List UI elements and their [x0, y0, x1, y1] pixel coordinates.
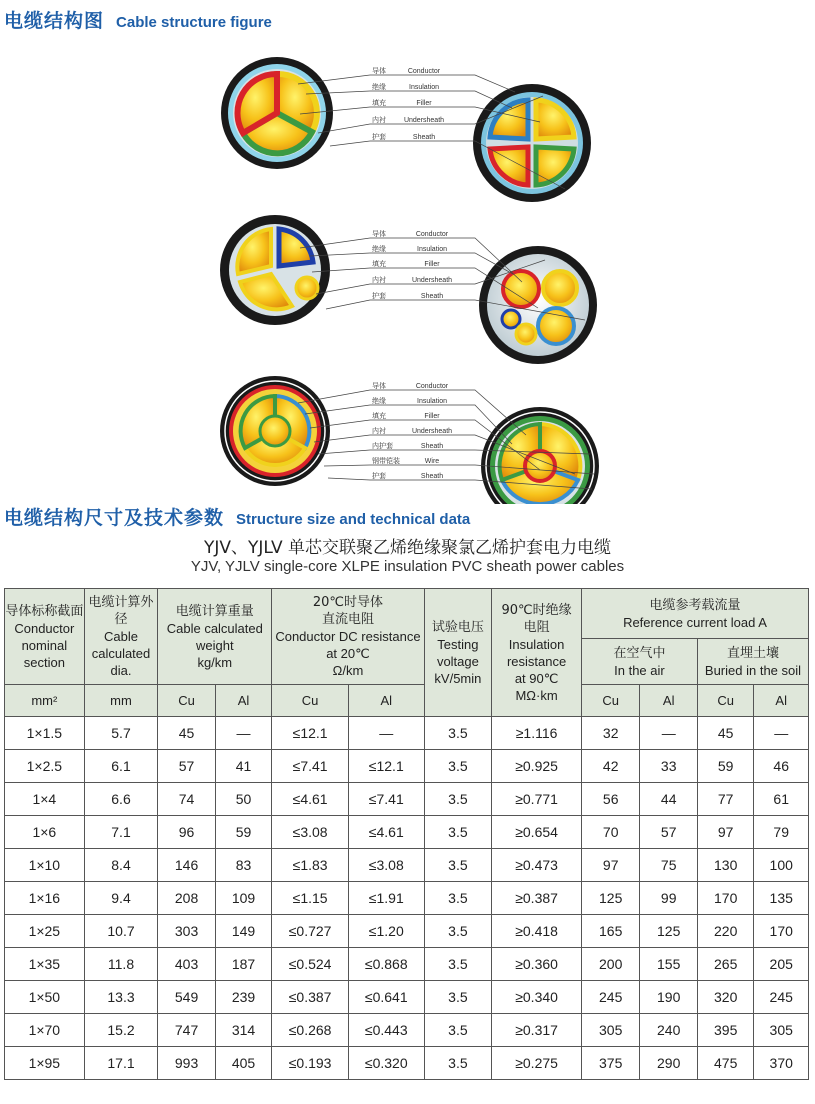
- table-cell: ≤7.41: [348, 783, 424, 816]
- f3-label-en: Wire: [424, 458, 440, 465]
- f2-label-en: Filler: [424, 261, 440, 268]
- header-dc-resistance: 20℃时导体 直流电阻 Conductor DC resistance at 20℃ Ω/km: [272, 589, 424, 685]
- table-cell: 265: [697, 948, 753, 981]
- table-cell: 3.5: [424, 717, 492, 750]
- table-cell: 8.4: [84, 849, 158, 882]
- table-cell: 1×4: [5, 783, 85, 816]
- f3-label-zh: 内护套: [372, 442, 393, 450]
- header-insulation-resistance: 90℃时绝缘 电阻 Insulation resistance at 90℃ MΩ·km: [492, 589, 582, 717]
- f1-label-zh: 导体: [372, 67, 386, 75]
- table-cell: ≤0.868: [348, 948, 424, 981]
- f2-label-zh: 护套: [372, 292, 386, 300]
- table-cell: ≤1.91: [348, 882, 424, 915]
- f3-label-en: Conductor: [415, 383, 449, 390]
- table-cell: 3.5: [424, 1014, 492, 1047]
- section-title-zh: 电缆结构图: [4, 10, 105, 32]
- table-cell: —: [640, 717, 697, 750]
- table-cell: 13.3: [84, 981, 158, 1014]
- cable-1-right: [473, 84, 591, 202]
- table-subtitle-zh: YJV、YJLV 单芯交联聚乙烯绝缘聚氯乙烯护套电力电缆: [203, 538, 612, 558]
- header-cu: Cu: [581, 685, 640, 717]
- table-cell: 56: [581, 783, 640, 816]
- table-cell: 205: [754, 948, 809, 981]
- table-cell: 41: [215, 750, 271, 783]
- f3-label-en: Sheath: [420, 443, 444, 450]
- f1-label-en: Conductor: [407, 68, 441, 75]
- header-cu: Cu: [272, 685, 349, 717]
- table-cell: 240: [640, 1014, 697, 1047]
- f3-label-en: Filler: [424, 413, 440, 420]
- table-cell: 155: [640, 948, 697, 981]
- header-cu: Cu: [158, 685, 215, 717]
- table-cell: 3.5: [424, 783, 492, 816]
- table-cell: ≥0.473: [492, 849, 582, 882]
- f2-label-zh: 导体: [372, 230, 386, 238]
- table-cell: ≤3.08: [272, 816, 349, 849]
- table-cell: 993: [158, 1047, 215, 1080]
- table-cell: 125: [640, 915, 697, 948]
- table-cell: 109: [215, 882, 271, 915]
- table-cell: ≤4.61: [272, 783, 349, 816]
- table-row: [5, 717, 809, 750]
- section-title-en: Structure size and technical data: [236, 511, 471, 528]
- table-cell: 370: [754, 1047, 809, 1080]
- table-cell: 3.5: [424, 882, 492, 915]
- cable-3-left: [220, 376, 330, 486]
- f1-label-en: Sheath: [412, 134, 436, 141]
- table-row: [5, 915, 809, 948]
- table-cell: ≤3.08: [348, 849, 424, 882]
- cable-1-left: [221, 57, 333, 169]
- table-cell: ≤0.443: [348, 1014, 424, 1047]
- table-cell: 130: [697, 849, 753, 882]
- table-row: [5, 1047, 809, 1080]
- f3-label-en: Undersheath: [411, 428, 453, 435]
- table-row: [5, 981, 809, 1014]
- table-cell: 7.1: [84, 816, 158, 849]
- figure-2: [220, 215, 597, 364]
- table-cell: 1×50: [5, 981, 85, 1014]
- table-row: [5, 1014, 809, 1047]
- table-cell: 146: [158, 849, 215, 882]
- f2-label-zh: 填充: [372, 260, 386, 268]
- table-cell: —: [754, 717, 809, 750]
- table-cell: 1×6: [5, 816, 85, 849]
- table-cell: 99: [640, 882, 697, 915]
- f3-label-zh: 内衬: [372, 427, 386, 435]
- table-cell: 97: [697, 816, 753, 849]
- table-cell: 1×16: [5, 882, 85, 915]
- header-dia-unit: mm: [84, 685, 158, 717]
- table-cell: 290: [640, 1047, 697, 1080]
- header-al: Al: [640, 685, 697, 717]
- section-title-zh: 电缆结构尺寸及技术参数: [4, 507, 225, 529]
- table-cell: 135: [754, 882, 809, 915]
- table-cell: 57: [158, 750, 215, 783]
- table-cell: 61: [754, 783, 809, 816]
- table-cell: ≤1.83: [272, 849, 349, 882]
- header-al: Al: [754, 685, 809, 717]
- table-cell: ≤0.641: [348, 981, 424, 1014]
- table-cell: 245: [754, 981, 809, 1014]
- table-cell: 1×2.5: [5, 750, 85, 783]
- technical-data-table: [4, 588, 809, 1080]
- table-cell: 33: [640, 750, 697, 783]
- table-cell: 303: [158, 915, 215, 948]
- header-testing-voltage: 试验电压 Testing voltage kV/5min: [424, 589, 492, 717]
- table-cell: ≤0.524: [272, 948, 349, 981]
- table-cell: 59: [697, 750, 753, 783]
- table-cell: 42: [581, 750, 640, 783]
- table-cell: 3.5: [424, 981, 492, 1014]
- header-al: Al: [215, 685, 271, 717]
- table-cell: 46: [754, 750, 809, 783]
- table-cell: 45: [158, 717, 215, 750]
- table-cell: 97: [581, 849, 640, 882]
- header-buried-soil: 直埋土壤 Buried in the soil: [697, 639, 808, 685]
- table-cell: ≤0.320: [348, 1047, 424, 1080]
- table-cell: ≥0.925: [492, 750, 582, 783]
- header-cable-weight: 电缆计算重量 Cable calculated weight kg/km: [158, 589, 272, 685]
- table-cell: 3.5: [424, 1047, 492, 1080]
- f3-label-zh: 导体: [372, 382, 386, 390]
- cable-3-right: [481, 407, 599, 504]
- f3-label-en: Insulation: [417, 398, 447, 405]
- section-heading-structure: [4, 6, 272, 34]
- table-cell: 170: [697, 882, 753, 915]
- table-cell: 70: [581, 816, 640, 849]
- table-cell: 1×70: [5, 1014, 85, 1047]
- table-cell: 83: [215, 849, 271, 882]
- table-cell: 11.8: [84, 948, 158, 981]
- table-cell: 5.7: [84, 717, 158, 750]
- figure-1: [221, 57, 591, 202]
- table-cell: 314: [215, 1014, 271, 1047]
- f3-label-zh: 护套: [372, 472, 386, 480]
- table-cell: ≤1.15: [272, 882, 349, 915]
- header-cable-diameter: 电缆计算外径 Cable calculated dia.: [84, 589, 158, 685]
- table-cell: ≥0.654: [492, 816, 582, 849]
- table-row: [5, 882, 809, 915]
- table-cell: 149: [215, 915, 271, 948]
- table-cell: 3.5: [424, 750, 492, 783]
- cable-2-left: [220, 215, 330, 325]
- table-cell: 15.2: [84, 1014, 158, 1047]
- table-cell: 75: [640, 849, 697, 882]
- table-cell: 187: [215, 948, 271, 981]
- f2-label-zh: 绝缘: [372, 245, 386, 253]
- table-cell: 59: [215, 816, 271, 849]
- f3-label-zh: 钢带铠装: [372, 457, 400, 465]
- f3-label-zh: 填充: [372, 412, 386, 420]
- table-cell: 32: [581, 717, 640, 750]
- table-cell: ≤0.387: [272, 981, 349, 1014]
- table-cell: ≥0.340: [492, 981, 582, 1014]
- table-cell: 1×10: [5, 849, 85, 882]
- table-cell: ≥1.116: [492, 717, 582, 750]
- table-cell: ≤12.1: [272, 717, 349, 750]
- table-cell: 10.7: [84, 915, 158, 948]
- table-cell: 125: [581, 882, 640, 915]
- f1-label-en: Undersheath: [403, 117, 445, 124]
- f1-label-zh: 填充: [372, 99, 386, 107]
- table-cell: 239: [215, 981, 271, 1014]
- table-row: [5, 816, 809, 849]
- header-conductor-section: 导体标称截面 Conductor nominal section: [5, 589, 85, 685]
- section-heading-technical-data: [4, 503, 470, 531]
- table-row: [5, 783, 809, 816]
- table-cell: 395: [697, 1014, 753, 1047]
- table-cell: 96: [158, 816, 215, 849]
- table-cell: 200: [581, 948, 640, 981]
- table-cell: 100: [754, 849, 809, 882]
- f2-label-en: Undersheath: [411, 277, 453, 284]
- table-row: [5, 750, 809, 783]
- f1-label-zh: 绝缘: [372, 83, 386, 91]
- f3-label-en: Sheath: [420, 473, 444, 480]
- table-cell: ≤4.61: [348, 816, 424, 849]
- table-cell: ≤7.41: [272, 750, 349, 783]
- header-in-air: 在空气中 In the air: [581, 639, 697, 685]
- table-cell: 45: [697, 717, 753, 750]
- table-cell: 549: [158, 981, 215, 1014]
- table-cell: 165: [581, 915, 640, 948]
- table-cell: —: [348, 717, 424, 750]
- table-cell: ≤0.193: [272, 1047, 349, 1080]
- table-cell: 3.5: [424, 816, 492, 849]
- table-cell: 403: [158, 948, 215, 981]
- table-cell: 475: [697, 1047, 753, 1080]
- table-cell: 3.5: [424, 849, 492, 882]
- table-subtitle-en: YJV, YJLV single-core XLPE insulation PVC sheath power cables: [190, 558, 625, 575]
- table-cell: 1×25: [5, 915, 85, 948]
- figure-3: [220, 376, 599, 504]
- table-row: [5, 948, 809, 981]
- table-cell: ≥0.418: [492, 915, 582, 948]
- table-cell: 320: [697, 981, 753, 1014]
- table-cell: 3.5: [424, 948, 492, 981]
- table-cell: 305: [581, 1014, 640, 1047]
- table-cell: ≤0.268: [272, 1014, 349, 1047]
- header-al: Al: [348, 685, 424, 717]
- table-cell: 1×1.5: [5, 717, 85, 750]
- table-cell: 74: [158, 783, 215, 816]
- table-cell: ≥0.317: [492, 1014, 582, 1047]
- section-title-en: Cable structure figure: [116, 14, 272, 31]
- table-cell: 375: [581, 1047, 640, 1080]
- table-cell: 17.1: [84, 1047, 158, 1080]
- f1-label-zh: 内衬: [372, 116, 386, 124]
- table-cell: ≤12.1: [348, 750, 424, 783]
- table-row: [5, 849, 809, 882]
- table-cell: 77: [697, 783, 753, 816]
- f2-label-en: Conductor: [415, 231, 449, 238]
- table-cell: ≥0.771: [492, 783, 582, 816]
- f2-label-zh: 内衬: [372, 276, 386, 284]
- table-cell: 170: [754, 915, 809, 948]
- f2-label-en: Insulation: [417, 246, 447, 253]
- table-cell: 405: [215, 1047, 271, 1080]
- f1-label-en: Filler: [416, 100, 432, 107]
- header-current-load: 电缆参考载流量 Reference current load A: [581, 589, 808, 639]
- table-cell: ≤0.727: [272, 915, 349, 948]
- header-section-unit: mm²: [5, 685, 85, 717]
- table-cell: 245: [581, 981, 640, 1014]
- table-cell: 9.4: [84, 882, 158, 915]
- table-cell: 79: [754, 816, 809, 849]
- table-cell: 6.1: [84, 750, 158, 783]
- table-cell: 50: [215, 783, 271, 816]
- table-cell: 190: [640, 981, 697, 1014]
- table-cell: 208: [158, 882, 215, 915]
- table-cell: 44: [640, 783, 697, 816]
- table-cell: 1×95: [5, 1047, 85, 1080]
- table-cell: 1×35: [5, 948, 85, 981]
- table-cell: ≤1.20: [348, 915, 424, 948]
- table-cell: ≥0.387: [492, 882, 582, 915]
- table-body: [5, 717, 809, 1080]
- cable-structure-figures: [0, 34, 815, 504]
- table-cell: 3.5: [424, 915, 492, 948]
- table-cell: 747: [158, 1014, 215, 1047]
- table-cell: 220: [697, 915, 753, 948]
- table-cell: —: [215, 717, 271, 750]
- table-cell: 305: [754, 1014, 809, 1047]
- f2-label-en: Sheath: [420, 293, 444, 300]
- f3-label-zh: 绝缘: [372, 397, 386, 405]
- table-cell: ≥0.360: [492, 948, 582, 981]
- table-cell: 57: [640, 816, 697, 849]
- f1-label-en: Insulation: [409, 84, 439, 91]
- header-cu: Cu: [697, 685, 753, 717]
- table-cell: ≥0.275: [492, 1047, 582, 1080]
- table-header: [5, 589, 809, 717]
- f1-label-zh: 护套: [372, 133, 386, 141]
- cable-2-right: [479, 246, 597, 364]
- table-cell: 6.6: [84, 783, 158, 816]
